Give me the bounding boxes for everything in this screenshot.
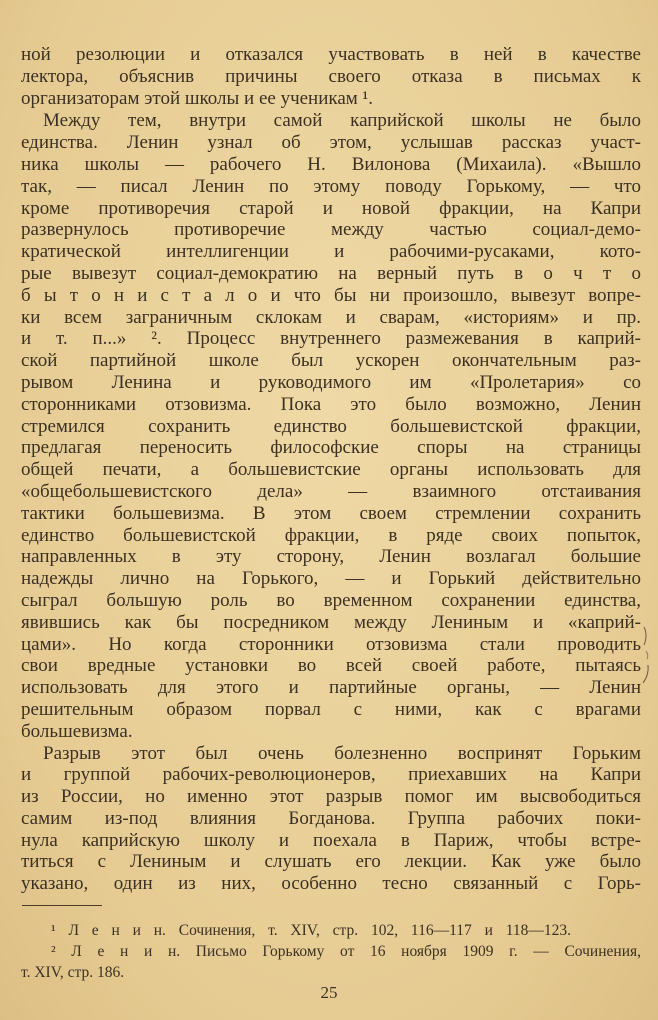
text-line: сыграл большую роль во временном сохранении единства, [21, 589, 641, 611]
text-line: указано, один из них, особенно тесно связанный с Горь- [21, 873, 641, 895]
text-line: надежды лично на Горького, — и Горький действительно [21, 568, 641, 590]
text-line: самим из-под влияния Богданова. Группа рабочих поки- [21, 807, 641, 829]
page-number: 25 [320, 983, 338, 1002]
text-line: ской партийной школе был ускорен окончательным раз- [21, 350, 641, 372]
text-line: титься с Лениным и слушать его лекции. Как уже было [21, 851, 641, 873]
text-line: и группой рабочих-революционеров, приехавших на Капри [21, 764, 641, 786]
pencil-margin-mark [640, 625, 654, 685]
text-line: развернулось противоречие между частью социал-демо- [21, 219, 641, 241]
text-line: сторонниками отзовизма. Пока это было возможно, Ленин [21, 393, 641, 415]
text-line: б ы т о н и с т а л о и что бы ни произошло, вывезут вопре- [21, 284, 641, 306]
text-line: цами». Но когда сторонники отзовизма стали проводить [21, 633, 641, 655]
text-line: Разрыв этот был очень болезненно воспринят Горьким [43, 742, 641, 764]
text-line: так, — писал Ленин по этому поводу Горькому, — что [21, 175, 641, 197]
text-line: нула каприйскую школу и поехала в Париж, чтобы встре- [21, 829, 641, 851]
text-line: стремился сохранить единство большевистской фракции, [21, 415, 641, 437]
text-line: явившись как бы посредником между Лениным и «каприй- [21, 611, 641, 633]
text-line: использовать для этого и партийные органы, — Ленин [21, 677, 641, 699]
text-line: и т. п...» ². Процесс внутреннего размежевания в каприй- [21, 328, 641, 350]
text-line: единства. Ленин узнал об этом, услышав рассказ участ- [21, 132, 641, 154]
text-line: общей печати, а большевистские органы использовать для [21, 459, 641, 481]
text-line: ной резолюции и отказался участвовать в ней в качестве [21, 44, 641, 65]
text-line: «общебольшевистского дела» — взаимного отстаивания [21, 480, 641, 502]
body-text [21, 44, 641, 895]
text-line: лектора, объяснив причины своего отказа в письмах к [21, 65, 641, 87]
text-line: большевизма. [21, 720, 133, 742]
text-line: ки всем заграничным склокам и сварам, «историям» и пр. [21, 306, 641, 328]
footnote-divider [22, 905, 102, 906]
text-line: свои вредные установки во всей своей работе, пытаясь [21, 655, 641, 677]
paragraph [21, 110, 641, 742]
text-line: Между тем, внутри самой каприйской школы не было [43, 110, 641, 132]
footnote-line: т. XIV, стр. 186. [21, 964, 125, 981]
text-line: кроме противоречия старой и новой фракции, на Капри [21, 197, 641, 219]
text-line: рывом Ленина и руководимого им «Пролетария» со [21, 371, 641, 393]
paragraph [21, 44, 641, 109]
text-line: кратической интеллигенции и рабочими-русаками, кото- [21, 241, 641, 263]
footnotes [21, 920, 641, 983]
text-line: ника школы — рабочего Н. Вилонова (Михаила). «Вышло [21, 153, 641, 175]
footnote-line: ¹ Л е н и н. Сочинения, т. XIV, стр. 102, 116—117 и 118—123. [51, 922, 571, 939]
paragraph [21, 743, 641, 896]
text-line: решительным образом порвал с ними, как с врагами [21, 698, 641, 720]
text-line: тактики большевизма. В этом своем стремлении сохранить [21, 502, 641, 524]
text-line: направленных в эту сторону, Ленин возлагал большие [21, 546, 641, 568]
text-line: предлагая переносить философские споры на страницы [21, 437, 641, 459]
text-line: организаторам этой школы и ее ученикам ¹. [21, 87, 373, 109]
text-line: единство большевистской фракции, в ряде своих попыток, [21, 524, 641, 546]
text-line: рые вывезут социал-демократию на верный путь в о ч т о [21, 262, 641, 284]
text-line: из России, но именно этот разрыв помог им высвободиться [21, 786, 641, 808]
footnote-line: ² Л е н и н. Письмо Горькому от 16 ноября 1909 г. — Сочинения, [51, 943, 641, 960]
